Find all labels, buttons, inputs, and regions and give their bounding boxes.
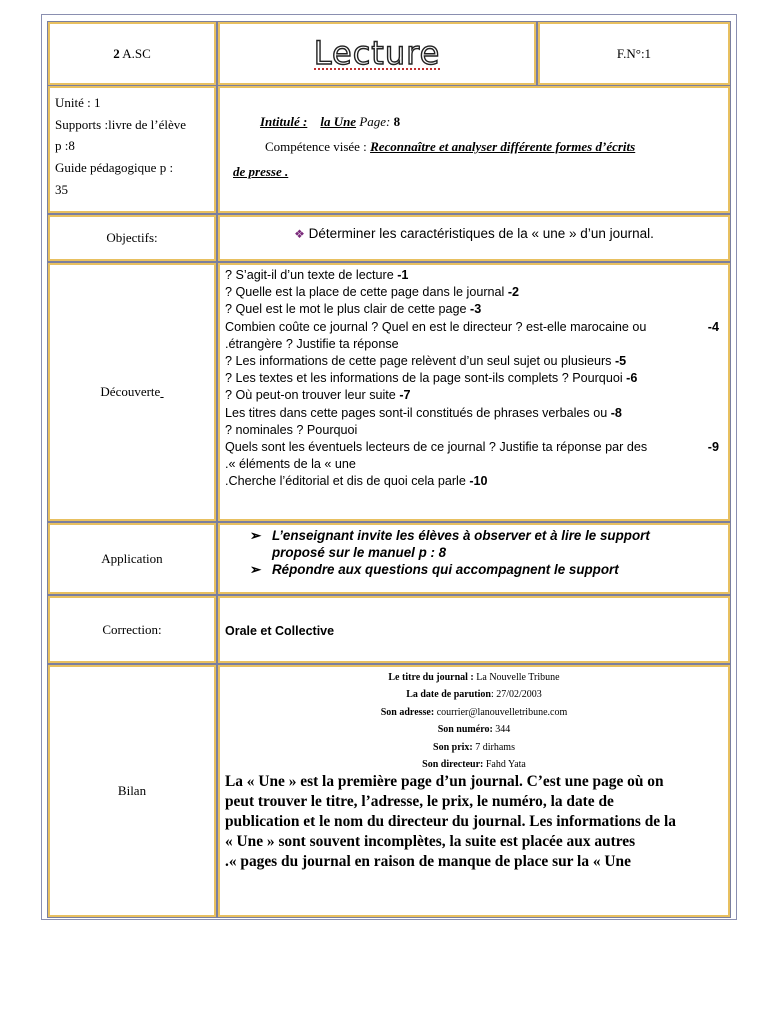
objectifs-text: Déterminer les caractéristiques de la « une » d’un journal. <box>308 226 654 241</box>
journal-director-line: Son directeur: Fahd Yata <box>422 759 526 771</box>
question-line: .« éléments de la « une <box>225 457 356 472</box>
supports-page-text: p :8 <box>55 138 75 154</box>
journal-date-line: La date de parution: 27/02/2003 <box>406 689 542 701</box>
bilan-paragraph-line: .« pages du journal en raison de manque de place sur la « Une <box>225 853 631 870</box>
competence-value-2: de presse . <box>233 164 289 179</box>
guide-page-text: 35 <box>55 181 68 197</box>
application-item-1: L’enseignant invite les élèves à observer et à lire le support <box>272 528 650 543</box>
competence-value-1: Reconnaître et analyser différente formes d’écrits <box>370 139 636 154</box>
question-line: ? Où peut-on trouver leur suite -7 <box>225 388 411 403</box>
journal-number-line: Son numéro: 344 <box>437 724 511 736</box>
question-line: .Cherche l’éditorial et dis de quoi cela parle -10 <box>225 474 488 489</box>
question-line: ? Quel est le mot le plus clair de cette page -3 <box>225 302 482 317</box>
page-label: Page: <box>359 114 391 129</box>
bilan-label-cell <box>48 665 216 917</box>
decouverte-cell <box>218 263 730 521</box>
bilan-paragraph-line: publication et le nom du directeur du journal. Les informations de la <box>225 813 676 830</box>
lesson-sheet <box>41 14 737 920</box>
bilan-paragraph-line: peut trouver le titre, l’adresse, le prix, le numéro, la date de <box>225 793 614 810</box>
objectifs-label: Objectifs: <box>106 230 158 245</box>
diamond-bullet-icon: ❖ <box>294 227 305 241</box>
bilan-paragraph-line: La « Une » est la première page d’un journal. C’est une page où on <box>225 773 664 790</box>
intitule-value: la Une <box>320 114 357 129</box>
bilan-label: Bilan <box>117 783 147 798</box>
question-line: ? S’agit-il d’un texte de lecture -1 <box>225 268 409 282</box>
question-line: ? Les informations de cette page relèvent d’un seul sujet ou plusieurs -5 <box>225 354 627 369</box>
bilan-cell <box>218 665 730 917</box>
guide-text: Guide pédagogique p : <box>55 160 174 176</box>
journal-title-line: Le titre du journal : La Nouvelle Tribune <box>388 672 560 683</box>
question-line: ? Les textes et les informations de la page sont-ils complets ? Pourquoi -6 <box>225 371 638 386</box>
supports-text: Supports :livre de l’élève <box>55 116 187 132</box>
objectifs-label-cell <box>48 215 216 261</box>
correction-label: Correction: <box>102 621 162 637</box>
journal-price-line: Son prix: 7 dirhams <box>433 741 515 753</box>
bilan-paragraph-line: « Une » sont souvent incomplètes, la suite est placée aux autres <box>225 833 636 850</box>
application-item-2: Répondre aux questions qui accompagnent le support <box>272 562 619 577</box>
intitule-cell <box>218 86 730 213</box>
application-label: Application <box>101 550 163 566</box>
competence-label: Compétence visée : <box>265 139 367 154</box>
arrow-bullet-icon: ➢ <box>250 528 262 543</box>
class-cell <box>48 22 216 85</box>
question-line: Combien coûte ce journal ? Quel en est le directeur ? est-elle marocaine ou -4 <box>225 319 719 334</box>
journal-address-line: Son adresse: courrier@lanouvelletribune.com <box>380 706 568 718</box>
arrow-bullet-icon: ➢ <box>250 562 262 577</box>
intitule-label: Intitulé : <box>260 114 308 129</box>
question-line: Les titres dans cette pages sont-il constitués de phrases verbales ou -8 <box>225 405 622 420</box>
class-number: 2 <box>113 45 120 61</box>
page-value: 8 <box>393 114 401 129</box>
correction-label-cell <box>48 596 216 663</box>
objectifs-cell <box>218 215 730 261</box>
fiche-cell <box>538 22 730 85</box>
class-name: A.SC <box>122 45 151 61</box>
fiche-number: F.N°:1 <box>616 45 652 61</box>
question-line: ? nominales ? Pourquoi <box>225 422 358 437</box>
unit-info-cell <box>48 86 216 213</box>
question-line: .étrangère ? Justifie ta réponse <box>225 336 399 351</box>
decouverte-label: Découverte <box>100 384 161 399</box>
decouverte-label-cell <box>48 263 216 521</box>
question-line: Quels sont les éventuels lecteurs de ce journal ? Justifie ta réponse par des -9 <box>225 440 719 455</box>
application-label-cell <box>48 523 216 594</box>
application-cell <box>218 523 730 594</box>
title-cell <box>218 22 536 85</box>
unite-text: Unité : 1 <box>55 95 101 110</box>
page-title: Lecture <box>313 33 441 72</box>
question-line: ? Quelle est la place de cette page dans le journal -2 <box>225 285 520 300</box>
application-item-1-cont: proposé sur le manuel p : 8 <box>272 545 447 560</box>
correction-cell <box>218 596 730 663</box>
correction-value: Orale et Collective <box>225 624 335 638</box>
